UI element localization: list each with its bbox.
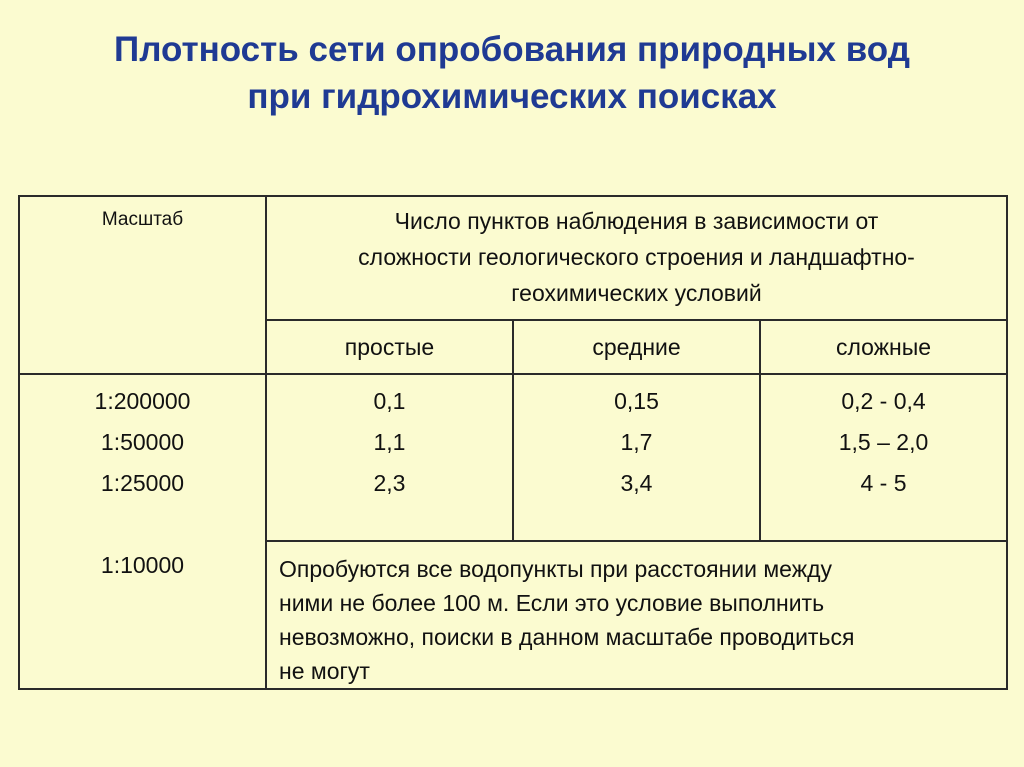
page-title	[0, 26, 1024, 120]
note-line-1: Опробуются все водопункты при расстоянии между	[279, 556, 833, 582]
scales-cell	[19, 374, 266, 689]
scale-header: Масштаб	[101, 209, 184, 230]
title-line-1: Плотность сети опробования природных вод	[114, 30, 910, 69]
note-line-2: ними не более 100 м. Если это условие выполнить	[279, 590, 825, 616]
title-line-2: при гидрохимических поисках	[247, 77, 777, 116]
table-value: 1,7	[620, 429, 653, 455]
subheader-complex: сложные	[760, 320, 1007, 374]
values-medium-cell	[513, 374, 760, 541]
scale-value: 1:25000	[100, 470, 185, 496]
note-line-4: не могут	[279, 658, 370, 684]
group-header-line-1: Число пунктов наблюдения в зависимости от	[394, 208, 879, 234]
group-header-cell	[266, 196, 1007, 320]
table-value: 0,1	[373, 388, 406, 414]
scale-header-cell	[19, 196, 266, 374]
subheader-simple: простые	[266, 320, 513, 374]
scale-value: 1:10000	[100, 552, 185, 578]
note-cell	[266, 541, 1007, 689]
subheader-medium: средние	[513, 320, 760, 374]
values-complex-cell	[760, 374, 1007, 541]
table-value: 0,15	[614, 388, 659, 414]
table-value: 3,4	[620, 470, 653, 496]
group-header-line-2: сложности геологического строения и ландшафтно-	[358, 244, 915, 270]
table-value: 0,2 - 0,4	[841, 388, 926, 414]
sampling-density-table	[18, 195, 1008, 690]
table-value: 2,3	[373, 470, 406, 496]
group-header-line-3: геохимических условий	[511, 280, 762, 306]
table-value: 4 - 5	[860, 470, 907, 496]
scale-value: 1:50000	[100, 429, 185, 455]
table-value: 1,5 – 2,0	[838, 429, 929, 455]
table-value: 1,1	[373, 429, 406, 455]
values-simple-cell	[266, 374, 513, 541]
note-line-3: невозможно, поиски в данном масштабе проводиться	[279, 624, 855, 650]
scale-value: 1:200000	[94, 388, 191, 414]
